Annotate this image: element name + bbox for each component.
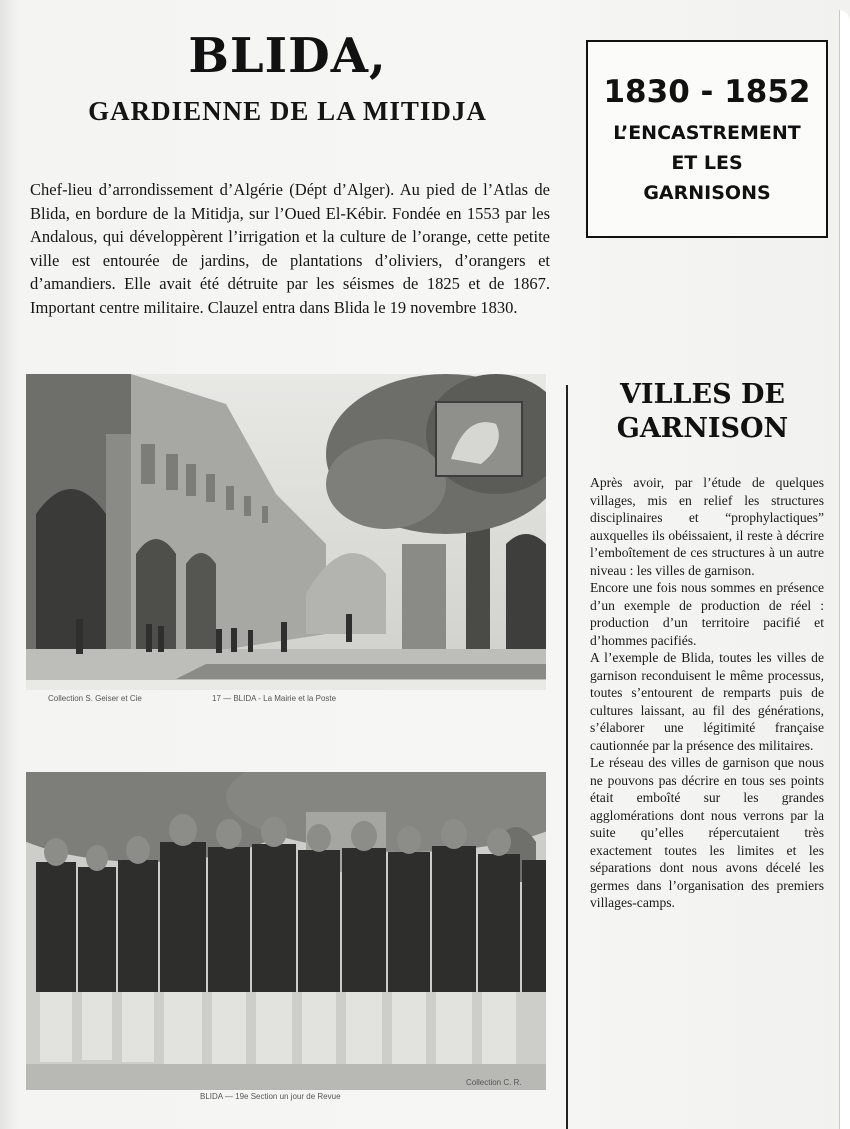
photo-street-scene xyxy=(26,374,546,690)
page-title: BLIDA, xyxy=(188,28,387,84)
photo-2-caption-right: Collection C. R. xyxy=(466,1078,522,1087)
photo-2-caption-left: BLIDA — 19e Section un jour de Revue xyxy=(200,1092,341,1101)
page-edge xyxy=(839,10,850,1129)
date-box-line-1: L’ENCASTREMENT xyxy=(613,122,801,144)
section-body xyxy=(590,474,824,912)
section-paragraph: Après avoir, par l’étude de quelques villages, mis en relief les structures disciplinaires et “prophylactiques” auxquelles ils obéissaient, il reste à décrire l’emboîtement de ces structures à un autre niveau : les villes de garnison. xyxy=(590,475,824,578)
photo-soldiers-review xyxy=(26,772,546,1090)
section-paragraph: Encore une fois nous sommes en présence d’un exemple de production de réel : production d’un territoire pacifié et d’hommes pacifiés. xyxy=(590,580,824,648)
photo-1-caption-left: Collection S. Geiser et Cie xyxy=(48,694,142,703)
date-box-line-2: ET LES xyxy=(671,152,743,174)
soldiers-illustration xyxy=(26,772,546,1090)
intro-paragraph: Chef-lieu d’arrondissement d’Algérie (Dépt d’Alger). Au pied de l’Atlas de Blida, en bordure de la Mitidja, sur l’Oued El-Kébir. Fondée en 1553 par les Andalous, qui développèrent l’irrigation et la culture de l’orange, cette petite ville est entourée de jardins, de plantations d’oliviers, d’orangers et d’amandiers. Elle avait été détruite par les séismes de 1825 et de 1867. Important centre militaire. Clauzel entra dans Blida le 19 novembre 1830. xyxy=(30,180,550,317)
page-subtitle: GARDIENNE DE LA MITIDJA xyxy=(88,96,487,126)
section-title-line-1: VILLES DE xyxy=(619,379,786,410)
street-scene-illustration xyxy=(26,374,546,690)
date-box xyxy=(586,40,828,238)
section-paragraph: Le réseau des villes de garnison que nous ne pouvons pas décrire en tous ses points était emboîté sur les grandes agglomérations dont nous verrons par la suite qu’elles répercutaient très exactement toutes les limites et les séparations dont nous avons décelé les germes dans l’organisation des premiers villages-camps. xyxy=(590,755,824,910)
photo-1-caption-right: 17 — BLIDA - La Mairie et la Poste xyxy=(212,694,337,703)
section-title xyxy=(580,378,825,446)
date-range: 1830 - 1852 xyxy=(603,74,811,110)
section-title-line-2: GARNISON xyxy=(616,413,789,444)
date-box-subtitle xyxy=(588,118,826,208)
section-paragraph: A l’exemple de Blida, toutes les villes de garnison reconduisent le même processus, toutes s’entourent de remparts puis de cultures laissant, au fil des générations, s’élaborer une légitimité française cautionnée par la présence des militaires. xyxy=(590,650,824,753)
column-divider xyxy=(566,385,568,1129)
date-box-line-3: GARNISONS xyxy=(643,182,771,204)
